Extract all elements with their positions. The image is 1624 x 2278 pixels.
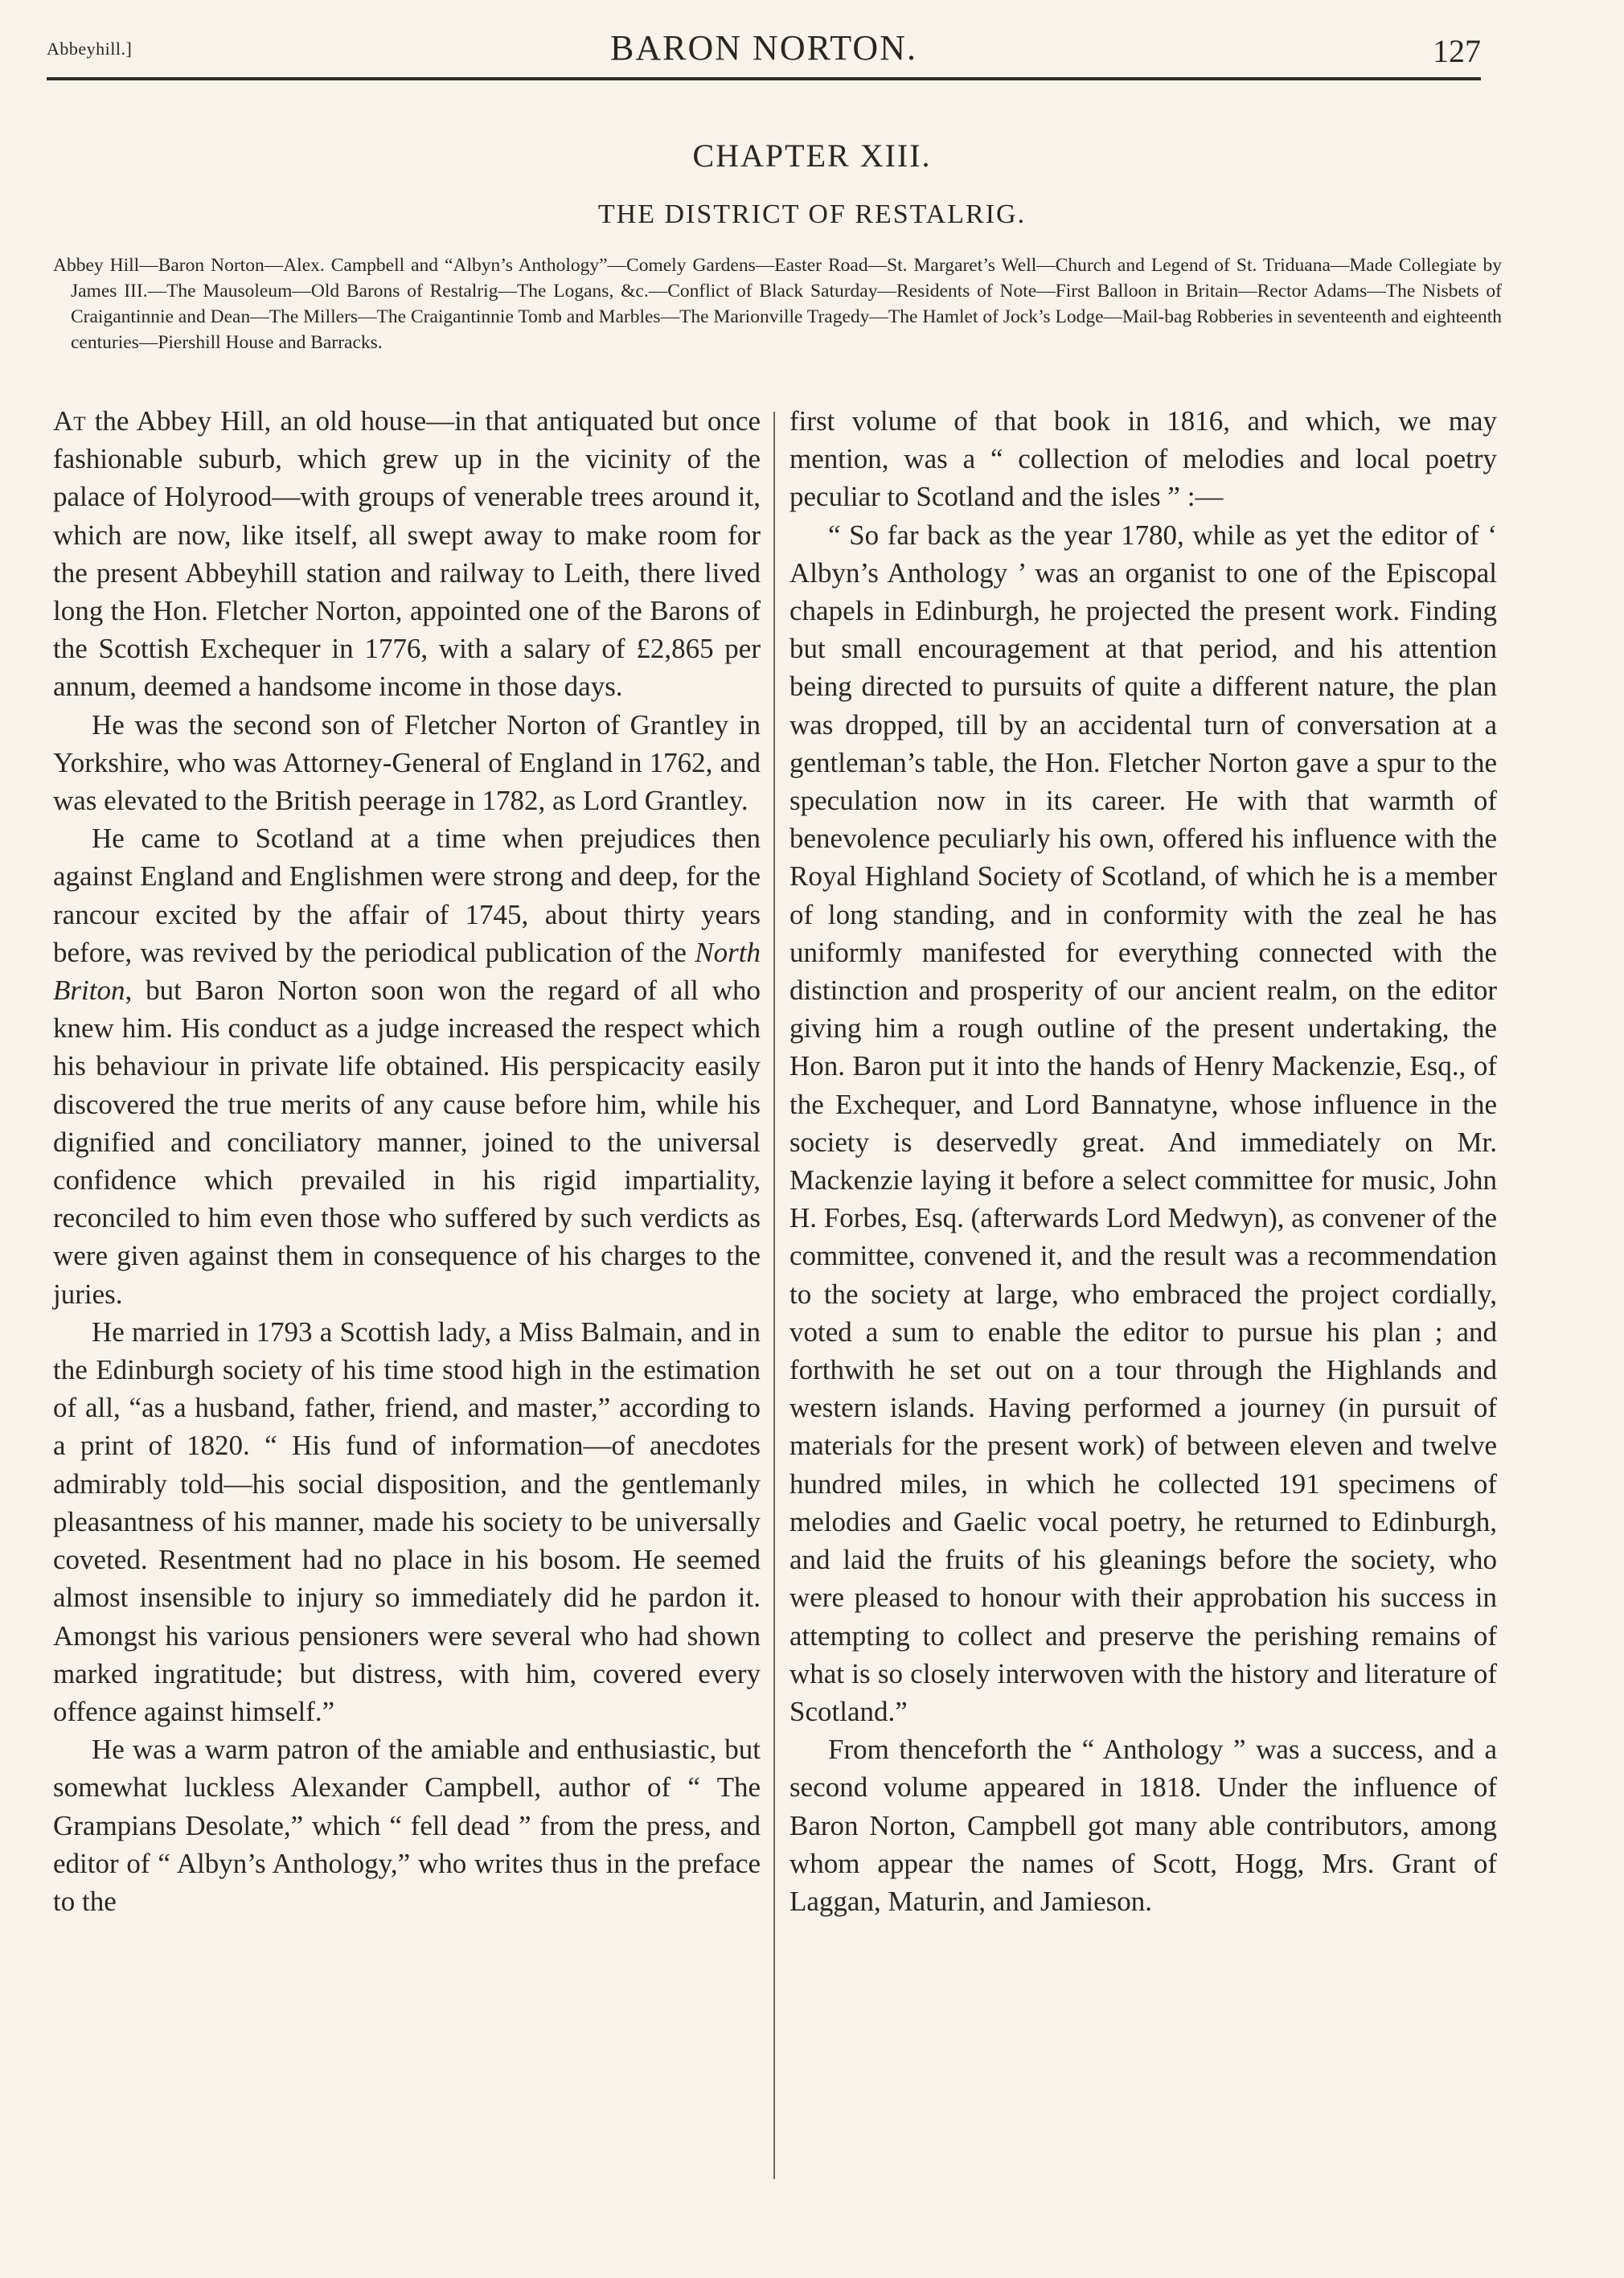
paragraph: first volume of that book in 1816, and which, we may mention, was a “ collection of melodies and local poetry peculiar to Scotland and the isles ” :— (789, 405, 1497, 513)
paragraph-text: , but Baron Norton soon won the regard of all who knew him. His conduct as a judge increased the respect which his behaviour in private life obtained. His perspicacity easily discovered the true merits of any cause before him, while his dignified and conciliatory manner, joined to the universal confidence which prevailed in his rigid impartiality, reconciled to him even those who suffered by such verdicts as were given against them in consequence of his charges to the juries. (53, 975, 761, 1310)
paragraph: He was the second son of Fletcher Norton of Grantley in Yorkshire, who was Attorney-General of England in 1762, and was elevated to the British peerage in 1782, as Lord Grantley. (53, 708, 761, 817)
running-head-section: Abbeyhill.] (47, 39, 133, 59)
left-column (53, 402, 761, 1920)
paragraph-text: the Abbey Hill, an old house—in that antiquated but once fashionable suburb, which grew up in the vicinity of the palace of Holyrood—with groups of venerable trees around it, which are now, like itself, all swept away to make room for the present Abbeyhill station and railway to Leith, there lived long the Hon. Fletcher Norton, appointed one of the Barons of the Scottish Exchequer in 1776, with a salary of £2,865 per annum, deemed a handsome income in those days. (53, 405, 761, 703)
header-rule (47, 77, 1481, 80)
chapter-title: CHAPTER XIII. (692, 138, 932, 174)
running-head (47, 24, 1481, 80)
running-head-title: BARON NORTON. (610, 28, 917, 68)
chapter-synopsis: Abbey Hill—Baron Norton—Alex. Campbell and “Albyn’s Anthology”—Comely Gardens—Easter Road—St. Margaret’s Well—Church and Legend of St. Triduana—Made Collegiate by James III.—The Mausoleum—Old Barons of Restalrig—The Logans, &c.—Conflict of Black Saturday—Residents of Note—First Balloon in Britain—Rector Adams—The Nisbets of Craigantinnie and Dean—The Millers—The Craigantinnie Tomb and Marbles—The Marionville Tragedy—The Hamlet of Jock’s Lodge—Mail-bag Robberies in seventeenth and eighteenth centuries—Piershill House and Barracks. (53, 255, 1502, 353)
paragraph (53, 402, 761, 706)
right-column (789, 402, 1497, 1920)
column-rule (773, 412, 775, 2179)
paragraph: He was a warm patron of the amiable and enthusiastic, but somewhat luckless Alexander Campbell, author of “ The Grampians Desolate,” which “ fell dead ” from the press, and editor of “ Albyn’s Anthology,” who writes thus in the preface to the (53, 1734, 761, 1917)
paragraph (53, 819, 761, 1313)
paragraph: From thenceforth the “ Anthology ” was a success, and a second volume appeared in 1818. Under the influence of Baron Norton, Campbell got many able contributors, among whom appear the names of Scott, Hogg, Mrs. Grant of Laggan, Maturin, and Jamieson. (789, 1734, 1497, 1917)
italic-title: North Briton (53, 936, 761, 1007)
paragraph: “ So far back as the year 1780, while as yet the editor of ‘ Albyn’s Anthology ’ was an organist to one of the Episcopal chapels in Edinburgh, he projected the present work. Finding but small encouragement at that period, and his attention being directed to pursuits of quite a different nature, the plan was dropped, till by an accidental turn of conversation at a gentleman’s table, the Hon. Fletcher Norton gave a spur to the speculation now in its career. He with that warmth of benevolence peculiarly his own, offered his influence with the Royal Highland Society of Scotland, of which he is a member of long standing, and in conformity with the zeal he has uniformly manifested for everything connected with the distinction and prosperity of our ancient realm, on the editor giving him a rough outline of the present undertaking, the Hon. Baron put it into the hands of Henry Mackenzie, Esq., of the Exchequer, and Lord Bannatyne, whose influence in the society is deservedly great. And immediately on Mr. Mackenzie laying it before a select committee for music, John H. Forbes, Esq. (afterwards Lord Medwyn), as convener of the committee, convened it, and the result was a recommendation to the society at large, who embraced the project cordially, voted a sum to enable the editor to pursue his plan ; and forthwith he set out on a tour through the Highlands and western islands. Having performed a journey (in pursuit of materials for the present work) of between eleven and twelve hundred miles, in which he collected 191 specimens of melodies and Gaelic vocal poetry, he returned to Edinburgh, and laid the fruits of his gleanings before the society, who were pleased to honour with their approbation his success in attempting to collect and preserve the perishing remains of what is so closely interwoven with the history and literature of Scotland.” (789, 519, 1497, 1727)
chapter-subtitle: THE DISTRICT OF RESTALRIG. (597, 199, 1027, 229)
paragraph-text: He came to Scotland at a time when prejudices then against England and Englishmen were strong and deep, for the rancour excited by the affair of 1745, about thirty years before, was revived by the periodical publication of the (53, 823, 761, 968)
paragraph: He married in 1793 a Scottish lady, a Miss Balmain, and in the Edinburgh society of his time stood high in the estimation of all, “as a husband, father, friend, and master,” according to a print of 1820. “ His fund of information—of anecdotes admirably told—his social disposition, and the gentlemanly pleasantness of his manner, made his society to be universally coveted. Resentment had no place in his bosom. He seemed almost insensible to injury so immediately did he pardon it. Amongst his various pensioners were several who had shown marked ingratitude; but distress, with him, covered every offence against himself.” (53, 1315, 761, 1727)
page-number: 127 (1433, 33, 1481, 69)
opening-word: At (53, 405, 86, 437)
